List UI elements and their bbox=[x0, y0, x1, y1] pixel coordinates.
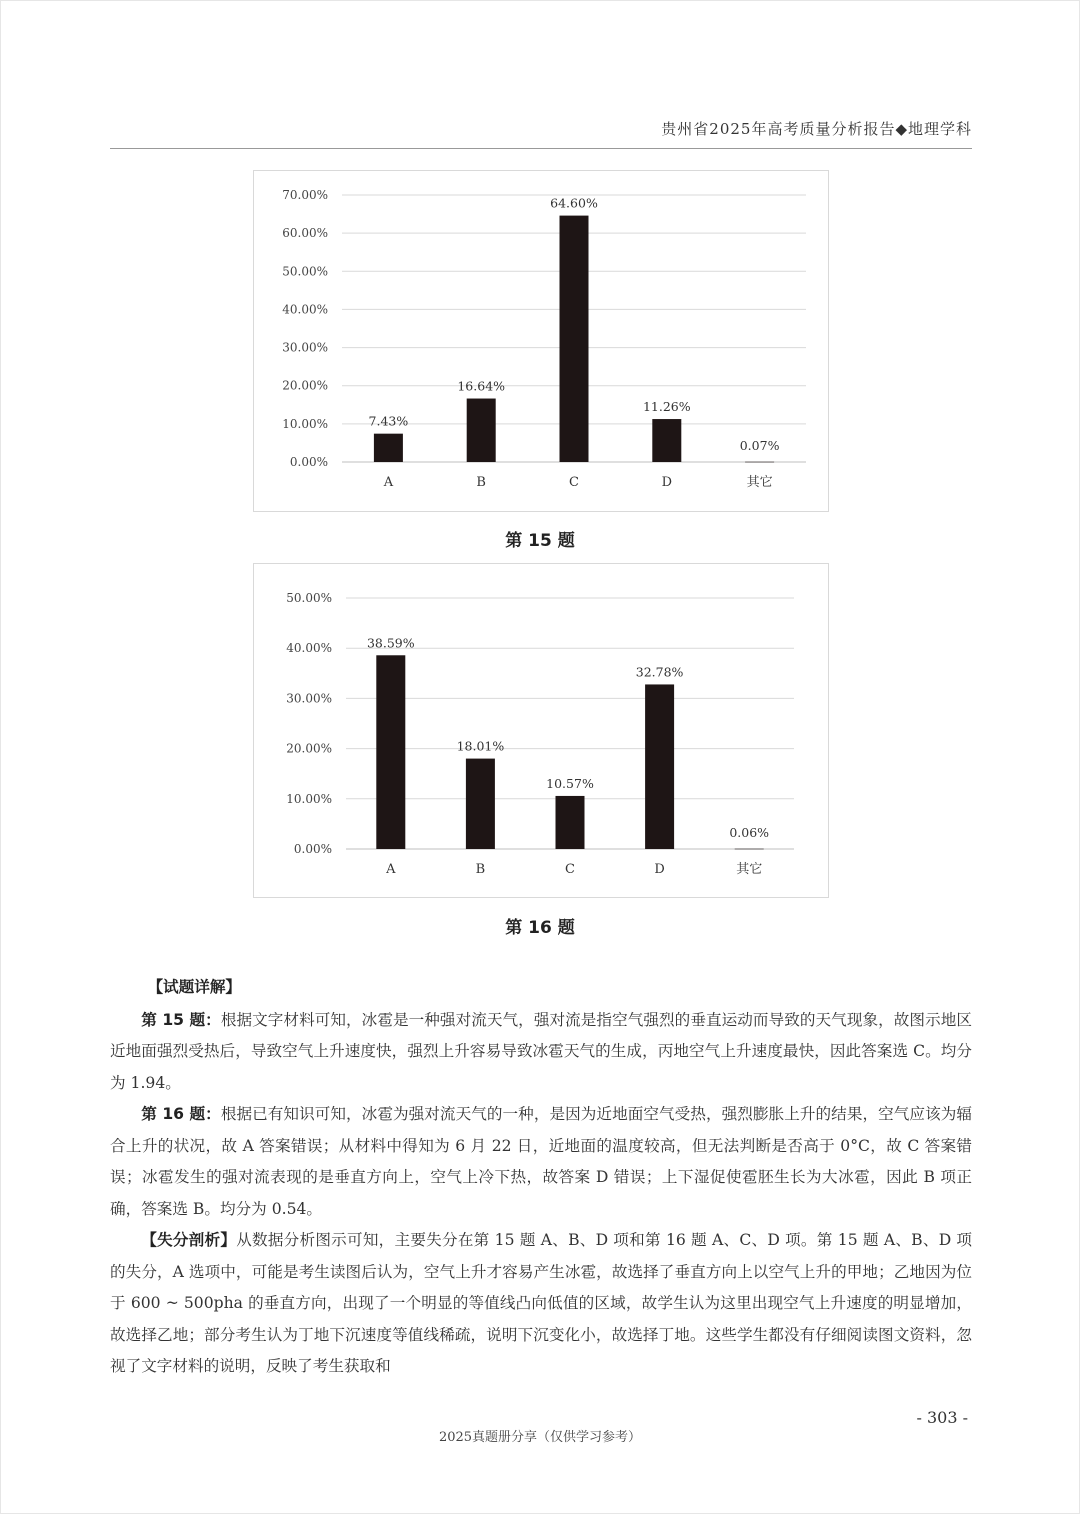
section-title-detail: 【试题详解】 bbox=[147, 978, 242, 996]
loss-analysis-text: 从数据分析图示可知，主要失分在第 15 题 A、B、D 项和第 16 题 A、C、D 项。第 15 题 A、B、D 项的失分，A 选项中，可能是考生读图后认为，空气上升才容易产生冰雹，故选择了垂直方向上以空气上升的甲地；乙地因为位于 600 ~ 500pha 的垂直方向，出现了一个明显的等值线凸向低值的区域，故学生认为这里出现空气上升速度的明显增加，故选择乙地；部分考生认为丁地下沉速度等值线稀疏，说明下沉变化小，故选择丁地。这些学生都没有仔细阅读图文资料，忽视了文字材料的说明，反映了考生获取和 bbox=[110, 1231, 972, 1375]
category-label: C bbox=[569, 475, 579, 490]
q16-text: 根据已有知识可知，冰雹为强对流天气的一种，是因为近地面空气受热，强烈膨胀上升的结果，空气应该为辐合上升的状况，故 A 答案错误；从材料中得知为 6 月 22 日，近地面的温度较高，但无法判断是否高于 0°C，故 C 答案错误；冰雹发生的强对流表现的是垂直方向上，空气上冷下热，故答案 D 错误；上下湿促使雹胚生长为大冰雹，因此 B 项正确，答案选 B。均分为 0.54。 bbox=[110, 1105, 972, 1218]
bar bbox=[745, 462, 774, 463]
chart-q16 bbox=[253, 563, 829, 898]
y-tick-label: 20.00% bbox=[286, 741, 332, 756]
data-label: 11.26% bbox=[642, 399, 691, 415]
data-label: 64.60% bbox=[550, 195, 598, 211]
y-tick-label: 0.00% bbox=[293, 842, 332, 856]
data-label: 18.01% bbox=[456, 738, 505, 754]
q15-label: 第 15 题： bbox=[141, 1010, 221, 1029]
y-tick-label: 0.00% bbox=[289, 455, 328, 469]
data-label: 16.64% bbox=[457, 378, 506, 394]
explanation-text bbox=[110, 972, 972, 1383]
bar bbox=[652, 419, 681, 462]
data-label: 0.06% bbox=[729, 825, 770, 840]
header-rule bbox=[110, 148, 972, 149]
category-label: B bbox=[476, 475, 486, 490]
data-label: 38.59% bbox=[366, 635, 415, 651]
page-number: - 303 - bbox=[916, 1408, 968, 1427]
category-label: A bbox=[383, 475, 394, 490]
bar bbox=[645, 684, 674, 849]
y-tick-label: 10.00% bbox=[286, 791, 332, 806]
q16-label: 第 16 题： bbox=[141, 1105, 221, 1123]
y-tick-label: 40.00% bbox=[286, 641, 332, 656]
bar bbox=[467, 399, 496, 462]
bar bbox=[466, 759, 495, 849]
bar bbox=[560, 216, 589, 462]
data-label: 10.57% bbox=[546, 775, 594, 791]
q16-paragraph bbox=[110, 1099, 972, 1225]
bar bbox=[376, 655, 405, 849]
header-text: 贵州省2025年高考质量分析报告◆地理学科 bbox=[661, 120, 972, 138]
y-tick-label: 50.00% bbox=[286, 591, 332, 605]
chart-q16-caption: 第 16 题 bbox=[505, 918, 575, 938]
bar bbox=[374, 434, 403, 462]
bar bbox=[735, 849, 764, 850]
y-tick-label: 70.00% bbox=[282, 188, 328, 202]
running-header bbox=[110, 118, 972, 139]
category-label: D bbox=[661, 475, 673, 490]
chart-q15-svg bbox=[254, 171, 828, 511]
y-tick-label: 10.00% bbox=[282, 416, 328, 431]
category-label: A bbox=[386, 862, 396, 877]
chart-q15 bbox=[253, 170, 829, 512]
y-tick-label: 30.00% bbox=[286, 691, 332, 706]
category-label: 其它 bbox=[736, 862, 763, 877]
data-label: 0.07% bbox=[739, 438, 780, 453]
y-tick-label: 40.00% bbox=[282, 302, 328, 317]
q15-text: 根据文字材料可知，冰雹是一种强对流天气，强对流是指空气强烈的垂直运动而导致的天气现象，故图示地区近地面强烈受热后，导致空气上升速度快，强烈上升容易导致冰雹天气的生成，丙地空气上升速度最快，因此答案选 C。均分为 1.94。 bbox=[110, 1010, 972, 1092]
y-tick-label: 20.00% bbox=[282, 378, 328, 393]
loss-analysis-label: 【失分剖析】 bbox=[141, 1231, 237, 1249]
category-label: D bbox=[654, 862, 665, 877]
q15-paragraph bbox=[110, 1005, 972, 1100]
footer-note: 2025真题册分享（仅供学习参考） bbox=[438, 1430, 642, 1445]
category-label: B bbox=[475, 862, 486, 877]
loss-analysis-paragraph bbox=[110, 1225, 972, 1383]
chart-q15-caption: 第 15 题 bbox=[505, 531, 575, 551]
chart-q16-svg bbox=[254, 564, 828, 897]
category-label: 其它 bbox=[746, 475, 773, 490]
y-tick-label: 50.00% bbox=[282, 264, 328, 279]
category-label: C bbox=[565, 862, 575, 877]
y-tick-label: 60.00% bbox=[282, 226, 328, 241]
y-tick-label: 30.00% bbox=[282, 340, 328, 355]
data-label: 32.78% bbox=[635, 664, 684, 680]
bar bbox=[556, 796, 585, 849]
data-label: 7.43% bbox=[368, 413, 409, 429]
